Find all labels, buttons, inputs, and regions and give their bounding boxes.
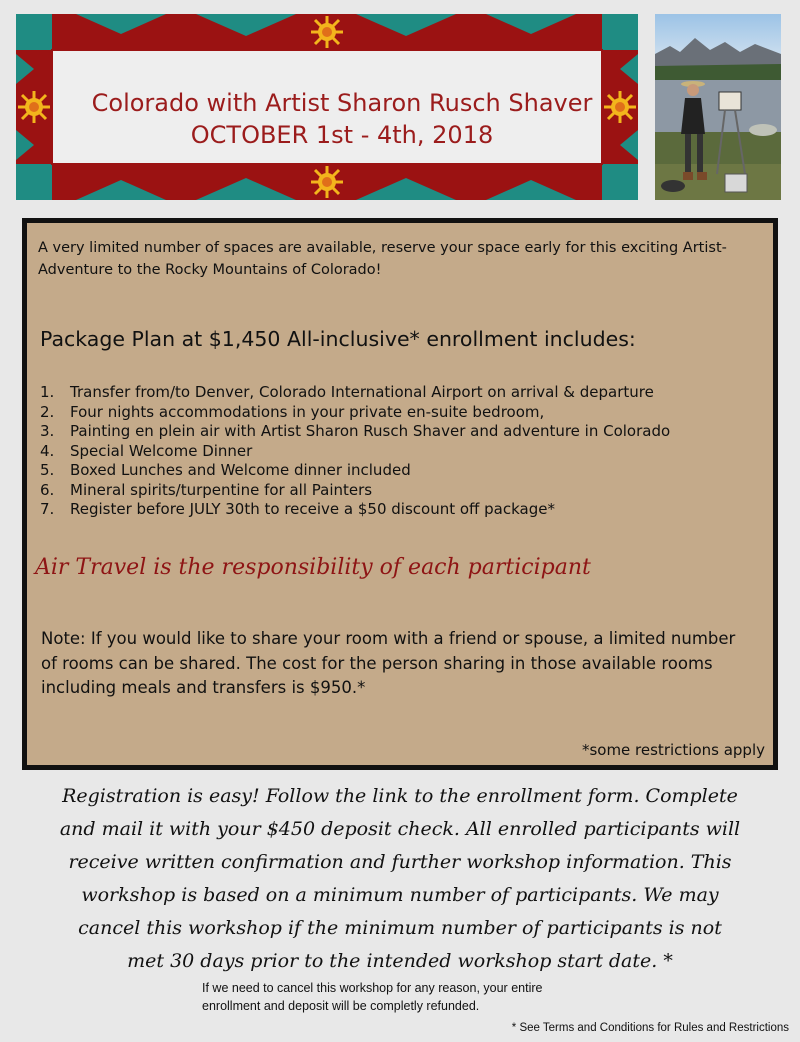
package-list [40, 383, 670, 520]
list-item: 7. Register before JULY 30th to receive a $50 discount off package* [40, 500, 555, 518]
banner-title-line2: OCTOBER 1st - 4th, 2018 [190, 121, 494, 149]
terms-footnote: * See Terms and Conditions for Rules and Restrictions [511, 1022, 789, 1034]
artist-painting-photo [655, 14, 781, 200]
package-info-box [22, 218, 778, 770]
registration-line: receive written confirmation and further workshop information. This [68, 851, 732, 873]
list-item: 4. Special Welcome Dinner [40, 441, 253, 460]
banner-title [68, 64, 616, 174]
room-share-note: Note: If you would like to share your room with a friend or spouse, a limited number of rooms can be shared. The cost for the person sharing in those available rooms including meals and transfers is $950.* [41, 629, 736, 697]
sun-icon-top [311, 16, 343, 48]
intro-text: A very limited number of spaces are available, reserve your space early for this exciting Artist-Adventure to the Rocky Mountains of Colorado! [38, 240, 727, 278]
cancellation-line: If we need to cancel this workshop for any reason, your entire [202, 981, 543, 995]
cancellation-note [202, 979, 622, 1015]
registration-line: Registration is easy! Follow the link to the enrollment form. Complete [62, 785, 738, 807]
list-item: 1. Transfer from/to Denver, Colorado International Airport on arrival & departure [40, 383, 654, 401]
registration-line: cancel this workshop if the minimum number of participants is not [78, 917, 722, 939]
list-item: 3. Painting en plein air with Artist Sharon Rusch Shaver and adventure in Colorado [40, 422, 671, 440]
air-travel-note: Air Travel is the responsibility of each participant [35, 555, 591, 580]
list-item: 6. Mineral spirits/turpentine for all Painters [40, 480, 373, 499]
banner-title-line1: Colorado with Artist Sharon Rusch Shaver [91, 89, 593, 117]
registration-text [0, 780, 800, 978]
package-heading: Package Plan at $1,450 All-inclusive* enrollment includes: [40, 327, 636, 351]
cancellation-line: enrollment and deposit will be completly refunded. [202, 999, 480, 1013]
registration-line: met 30 days prior to the intended workshop start date. * [127, 950, 673, 972]
restrictions-note: *some restrictions apply [581, 741, 765, 759]
registration-line: and mail it with your $450 deposit check. All enrolled participants will [59, 818, 741, 840]
list-item: 5. Boxed Lunches and Welcome dinner included [40, 461, 411, 479]
registration-line: workshop is based on a minimum number of participants. We may [81, 884, 719, 906]
list-item: 2. Four nights accommodations in your private en-suite bedroom, [40, 402, 545, 421]
sun-icon-left [18, 91, 50, 123]
title-banner [16, 14, 638, 200]
